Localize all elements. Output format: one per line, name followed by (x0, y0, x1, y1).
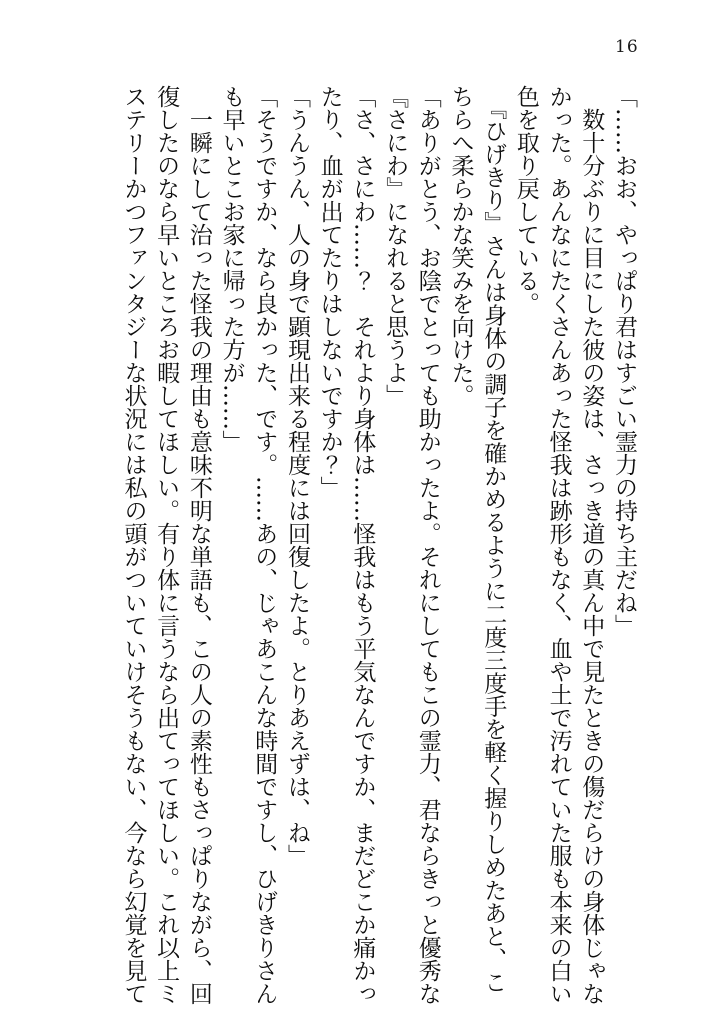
vertical-text-block (116, 85, 640, 1005)
paragraph-dialogue: 「そうですか、なら良かった、です。……あの、じゃあこんな時間ですし、ひげきりさんも早いとこお家に帰った方が……」 (218, 85, 278, 1005)
page-number: 16 (615, 37, 639, 57)
paragraph-narration: 一瞬にして治った怪我の理由も意味不明な単語も、この人の素性もさっぱりながら、回復したのなら早いところお暇してほしい。有り体に言うなら出てってほしい。これ以上ミステリーかつファンタジーな状況には私の頭がついていけそうもない、今なら幻覚を見て (120, 85, 212, 1005)
paragraph-dialogue: 「……おお、やっぱり君はすごい霊力の持ち主だね」 (611, 85, 637, 637)
paragraph-dialogue: 「さ、さにわ……？ それより身体は……怪我はもう平気なんですか、まだどこか痛かったり、血が出てたりはしないですか？」 (316, 85, 376, 1005)
paragraph-narration: 数十分ぶりに目にした彼の姿は、さっき道の真ん中で見たときの傷だらけの身体じゃなかった。あんなにたくさんあった怪我は跡形もなく、血や土で汚れていた服も本来の白い色を取り戻している。 (512, 85, 605, 1005)
paragraph-narration: 『ひげきり』さんは身体の調子を確かめるように二度三度手を軽く握りしめたあと、こちらへ柔らかな笑みを向けた。 (447, 85, 507, 994)
paragraph-dialogue: 「うんうん、人の身で顕現出来る程度には回復したよ。とりあえずは、ね」 (283, 85, 310, 867)
paragraph-dialogue: 「ありがとう、お陰でとっても助かったよ。それにしてもこの霊力、君ならきっと優秀な『さにわ』になれると思うよ」 (382, 85, 441, 1005)
